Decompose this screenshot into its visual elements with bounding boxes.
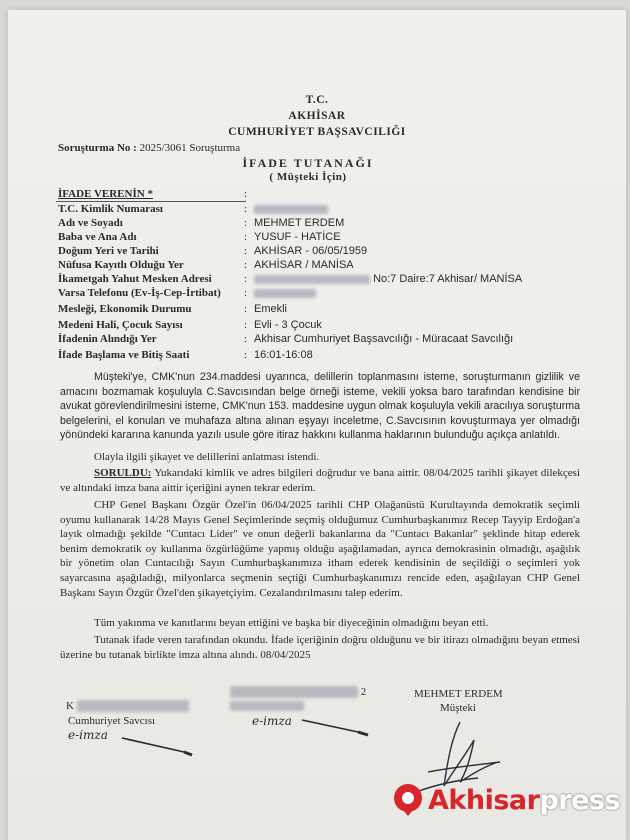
form-value-phone xyxy=(254,287,316,299)
watermark-logo xyxy=(390,778,620,822)
reading-statement: Tutanak ifade veren tarafından okundu. İfade içeriğinin doğru olduğunu ve bir itirazı olmadığını beyan etmesi üzerine bu tutanak birlikte imza altına alındı. 08/04/2025 xyxy=(60,634,580,661)
document-page xyxy=(8,10,626,840)
form-label-phone: Varsa Telefonu (Ev-İş-Cep-İrtibat) xyxy=(58,287,221,299)
colon-separator: : xyxy=(244,287,248,299)
prosecutor-name xyxy=(66,700,189,712)
form-label-tc: T.C. Kimlik Numarası xyxy=(58,203,163,215)
form-label-registry: Nüfusa Kayıtlı Olduğu Yer xyxy=(58,259,184,271)
prosecutor-esign: e-imza xyxy=(68,728,108,742)
form-value-occupation: Emekli xyxy=(254,303,288,315)
redacted-tc xyxy=(254,205,328,214)
redacted-clerk-title xyxy=(230,701,304,711)
colon-separator: : xyxy=(244,259,248,271)
colon-separator: : xyxy=(244,188,248,200)
prosecutor-title: Cumhuriyet Savcısı xyxy=(68,715,156,727)
asked-paragraph xyxy=(60,466,580,495)
clerk-suffix: 2 xyxy=(360,686,367,698)
section-divider xyxy=(56,201,246,202)
watermark-text-part1: Akhisar xyxy=(428,784,540,816)
asked-text: Yukarıdaki kimlik ve adres bilgileri doğrudur ve bana aittir. 08/04/2025 tarihli şikayet dilekçesi ve altındaki imza bana aittir içeriğini aynen tekrar ederim. xyxy=(60,467,581,494)
case-number xyxy=(58,142,240,154)
form-value-name: MEHMET ERDEM xyxy=(254,217,345,229)
complainant-name: MEHMET ERDEM xyxy=(414,688,503,700)
form-label-address: İkametgah Yahut Mesken Adresi xyxy=(58,273,212,285)
colon-separator: : xyxy=(244,319,248,331)
form-value-parents: YUSUF - HATİCE xyxy=(254,231,341,243)
address-visible-part: No:7 Daire:7 Akhisar/ MANİSA xyxy=(373,273,523,285)
header-city: AKHİSAR xyxy=(288,110,346,122)
document-subtitle: ( Müşteki İçin) xyxy=(269,171,347,183)
form-label-marital: Medeni Hali, Çocuk Sayısı xyxy=(58,319,183,331)
form-value-registry: AKHİSAR / MANİSA xyxy=(254,259,354,271)
header-office: CUMHURİYET BAŞSAVCILIĞI xyxy=(228,126,406,138)
rights-paragraph: Müşteki'ye, CMK'nun 234.maddesi uyarınca, delillerin toplanmasını isteme, soruşturmanın gizlilik ve amacını bozmamak koşuluyla C.Savcısından belge örneği isteme, vekili yoksa baro tarafından kendisine bir avukat görevlendirilmesini isteme, CMK'nun 153. maddesine uygun olmak koşuluyla vekili aracılıya soruşturma belgelerini, el konulan ve muhafaza altına alınan eşyayı inceletme, C.Savcısının kovuşturmaya yer olmadığı yönündeki kararına kanunda yazılı usule göre itiraz hakkını kullanma haklarının bulunduğu açıkça anlatıldı. xyxy=(60,371,580,442)
location-pin-icon xyxy=(390,782,426,818)
complainant-role: Müşteki xyxy=(440,702,477,714)
colon-separator: : xyxy=(244,203,248,215)
form-label-name: Adı ve Soyadı xyxy=(58,217,123,229)
form-label-birth: Doğum Yeri ve Tarihi xyxy=(58,245,159,257)
form-value-address xyxy=(254,273,522,285)
prosecutor-prefix: K xyxy=(66,700,74,712)
case-value: 2025/3061 Soruşturma xyxy=(139,142,241,154)
colon-separator: : xyxy=(244,217,248,229)
watermark-text-part2: press xyxy=(539,784,621,816)
header-tc: T.C. xyxy=(305,94,329,106)
colon-separator: : xyxy=(244,273,248,285)
form-value-marital: Evli - 3 Çocuk xyxy=(254,319,322,331)
pen-icon xyxy=(298,716,378,742)
clerk-esign: e-imza xyxy=(252,714,292,728)
closing-statement: Tüm yakınma ve kanıtlarını beyan ettiğini ve başka bir diyeceğinin olmadığını beyan etti. xyxy=(94,617,489,629)
clerk-title xyxy=(230,700,304,712)
form-label-time: İfade Başlama ve Bitiş Saati xyxy=(58,349,190,361)
asked-label: SORULDU: xyxy=(94,467,152,479)
redacted-address xyxy=(254,275,370,284)
pen-icon xyxy=(118,732,198,758)
form-value-birth: AKHİSAR - 06/05/1959 xyxy=(254,245,368,257)
form-value-tc xyxy=(254,203,328,215)
form-section-label: İFADE VERENİN * xyxy=(58,188,153,200)
form-label-occupation: Mesleği, Ekonomik Durumu xyxy=(58,303,192,315)
redacted-prosecutor xyxy=(77,700,189,712)
form-value-place: Akhisar Cumhuriyet Başsavcılığı - Müracaat Savcılığı xyxy=(254,333,514,345)
complaint-request: Olayla ilgili şikayet ve delillerini anlatması istendi. xyxy=(94,451,320,463)
redacted-clerk xyxy=(230,686,358,698)
redacted-phone xyxy=(254,289,316,298)
colon-separator: : xyxy=(244,333,248,345)
watermark-text xyxy=(428,785,620,816)
case-label: Soruşturma No : xyxy=(58,142,137,154)
clerk-name xyxy=(230,686,366,698)
colon-separator: : xyxy=(244,231,248,243)
form-value-time: 16:01-16:08 xyxy=(254,349,313,361)
colon-separator: : xyxy=(244,349,248,361)
form-label-place: İfadenin Alındığı Yer xyxy=(58,333,157,345)
statement-paragraph: CHP Genel Başkanı Özgür Özel'in 06/04/2025 tarihli CHP Olağanüstü Kurultayında demokratik seçimli oyumu kullanarak 14/28 Mayıs Genel Seçimlerinde seçmiş olduğumuz Cumhurbaşkanımız Recep Tayyip Erdoğan'a layık olmadığı şekilde "Cuntacı Lider" ve onun değerli bakanlarına da "Cuntacı Bakanlar" şeklinde hitap ederek benim demokratik oy kullanma özgürlüğüme yapmış olduğu aşağılamadan, ayrıca demokrasinin olmadığı, aşağılık bir yönetim olan Cuntacılığı Sayın Cumhurbaşkanımıza itham ederek kendisinin de seçildiği o seçimleri yok sayarcasına aşağıladığı, milyonlarca seçmenin seçtiği Cumhurbaşkanımızı rencide eden, aşağılayan CHP Genel Başkanı Sayın Özgür Özel'den şikayetçiyim. Cezalandırılmasını talep ederim. xyxy=(60,499,580,599)
document-title: İFADE TUTANAĞI xyxy=(242,156,374,170)
colon-separator: : xyxy=(244,303,248,315)
colon-separator: : xyxy=(244,245,248,257)
form-label-parents: Baba ve Ana Adı xyxy=(58,231,137,243)
